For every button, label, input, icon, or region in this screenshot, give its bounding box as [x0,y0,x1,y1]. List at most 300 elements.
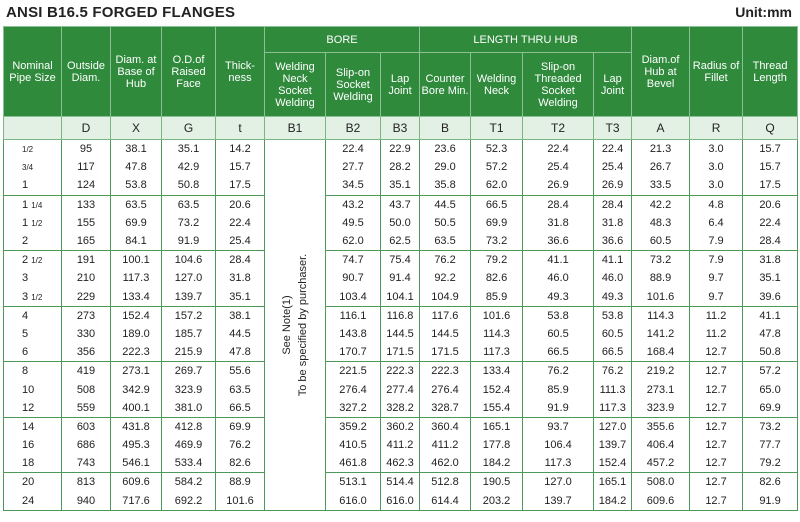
value-cell: 533.4 [162,454,216,473]
value-cell: 73.2 [743,417,798,436]
nominal-pipe-size-cell [4,269,62,287]
value-cell: 69.9 [471,214,523,232]
value-cell: 117.6 [420,306,471,325]
value-cell: 52.3 [471,140,523,159]
value-cell: 35.1 [743,269,798,287]
value-cell: 12.7 [690,492,743,511]
table-row [4,214,798,232]
table-row [4,380,798,398]
value-cell: 323.9 [162,380,216,398]
value-cell: 69.9 [743,399,798,418]
value-cell: 50.8 [162,176,216,195]
table-row [4,473,798,492]
value-cell: 222.3 [381,362,420,381]
value-cell: 165.1 [471,417,523,436]
value-cell: 546.1 [111,454,162,473]
nps-whole: 1 [22,179,29,192]
value-cell: 127.0 [523,473,594,492]
value-cell: 117 [62,158,111,176]
value-cell: 92.2 [420,269,471,287]
value-cell: 168.4 [632,343,690,362]
table-row [4,288,798,307]
nps-whole: 14 [22,420,35,433]
value-cell: 3.0 [690,158,743,176]
table-row [4,325,798,343]
value-cell: 411.2 [420,436,471,454]
nominal-pipe-size-cell [4,473,62,492]
value-cell: 356 [62,343,111,362]
table-row [4,492,798,511]
value-cell: 22.4 [523,140,594,159]
nps-whole: 18 [22,457,35,470]
value-cell: 38.1 [111,140,162,159]
value-cell: 508 [62,380,111,398]
value-cell: 462.0 [420,454,471,473]
note-line-2: To be specified by purchaser. [297,253,309,397]
value-cell: 44.5 [420,195,471,214]
value-cell: 614.4 [420,492,471,511]
value-cell: 114.3 [632,306,690,325]
nps-whole: 2 [22,235,29,248]
nominal-pipe-size-cell [4,195,62,214]
note-line-1: See Note(1) [281,295,293,355]
nominal-pipe-size-cell [4,362,62,381]
value-cell: 12.7 [690,473,743,492]
value-cell: 355.6 [632,417,690,436]
value-cell: 203.2 [471,492,523,511]
value-cell: 39.6 [743,288,798,307]
value-cell: 55.6 [216,362,265,381]
header-length-slip: Slip-on Threaded Socket Welding [523,53,594,117]
nps-whole: 4 [22,309,29,322]
value-cell: 31.8 [743,251,798,270]
value-cell: 133.4 [471,362,523,381]
value-cell: 111.3 [594,380,632,398]
value-cell: 155.4 [471,399,523,418]
value-cell: 222.3 [111,343,162,362]
value-cell: 95 [62,140,111,159]
value-cell: 609.6 [111,473,162,492]
value-cell: 46.0 [523,269,594,287]
value-cell: 940 [62,492,111,511]
value-cell: 269.7 [162,362,216,381]
value-cell: 177.8 [471,436,523,454]
value-cell: 116.8 [381,306,420,325]
value-cell: 273.1 [632,380,690,398]
value-cell: 35.1 [162,140,216,159]
symbol-cell: T3 [594,117,632,140]
value-cell: 3.0 [690,176,743,195]
value-cell: 101.6 [632,288,690,307]
value-cell: 31.8 [216,269,265,287]
value-cell: 12.7 [690,362,743,381]
value-cell: 157.2 [162,306,216,325]
nps-whole: 8 [22,365,29,378]
value-cell: 457.2 [632,454,690,473]
value-cell: 73.2 [471,232,523,251]
nps-whole: 6 [22,346,29,359]
value-cell: 50.8 [743,343,798,362]
value-cell: 139.7 [594,436,632,454]
value-cell: 17.5 [216,176,265,195]
header-nominal-pipe-size: Nominal Pipe Size [4,27,62,117]
value-cell: 49.5 [326,214,381,232]
nps-whole: 24 [22,494,35,507]
header-length-lap: Lap Joint [594,53,632,117]
value-cell: 743 [62,454,111,473]
value-cell: 91.4 [381,269,420,287]
value-cell: 22.4 [594,140,632,159]
value-cell: 12.7 [690,380,743,398]
value-cell: 22.4 [326,140,381,159]
value-cell: 50.5 [420,214,471,232]
value-cell: 133 [62,195,111,214]
value-cell: 27.7 [326,158,381,176]
value-cell: 42.9 [162,158,216,176]
value-cell: 360.4 [420,417,471,436]
header-od-raised-face: O.D.of Raised Face [162,27,216,117]
value-cell: 91.9 [162,232,216,251]
value-cell: 66.5 [216,399,265,418]
value-cell: 152.4 [594,454,632,473]
value-cell: 79.2 [743,454,798,473]
page-title: ANSI B16.5 FORGED FLANGES [6,4,236,21]
value-cell: 34.5 [326,176,381,195]
value-cell: 15.7 [743,140,798,159]
value-cell: 143.8 [326,325,381,343]
symbol-cell: Q [743,117,798,140]
value-cell: 189.0 [111,325,162,343]
value-cell: 328.7 [420,399,471,418]
value-cell: 9.7 [690,288,743,307]
value-cell: 76.2 [594,362,632,381]
value-cell: 91.9 [743,492,798,511]
value-cell: 50.0 [381,214,420,232]
symbol-cell: B2 [326,117,381,140]
nps-fraction: 3/4 [22,163,34,173]
value-cell: 88.9 [632,269,690,287]
value-cell: 116.1 [326,306,381,325]
value-cell: 60.5 [632,232,690,251]
value-cell: 53.8 [523,306,594,325]
value-cell: 25.4 [216,232,265,251]
value-cell: 127.0 [162,269,216,287]
nominal-pipe-size-cell [4,140,62,159]
value-cell: 73.2 [632,251,690,270]
table-row [4,399,798,418]
nominal-pipe-size-cell [4,306,62,325]
symbol-cell: R [690,117,743,140]
bore-b1-note [265,140,326,511]
value-cell: 53.8 [594,306,632,325]
value-cell: 469.9 [162,436,216,454]
nps-whole: 3 [22,290,29,303]
nps-whole: 3 [22,272,29,285]
table-row [4,417,798,436]
value-cell: 82.6 [471,269,523,287]
value-cell: 35.1 [216,288,265,307]
nominal-pipe-size-cell [4,436,62,454]
value-cell: 29.0 [420,158,471,176]
symbol-cell: T1 [471,117,523,140]
value-cell: 62.0 [471,176,523,195]
value-cell: 104.9 [420,288,471,307]
value-cell: 66.5 [471,195,523,214]
nominal-pipe-size-cell [4,492,62,511]
value-cell: 25.4 [523,158,594,176]
table-row [4,158,798,176]
value-cell: 3.0 [690,140,743,159]
value-cell: 104.6 [162,251,216,270]
value-cell: 165.1 [594,473,632,492]
value-cell: 717.6 [111,492,162,511]
value-cell: 222.3 [420,362,471,381]
value-cell: 616.0 [381,492,420,511]
value-cell: 60.5 [594,325,632,343]
value-cell: 190.5 [471,473,523,492]
value-cell: 69.9 [111,214,162,232]
flange-table [3,26,798,511]
value-cell: 15.7 [743,158,798,176]
value-cell: 4.8 [690,195,743,214]
nps-whole: 1 [22,198,29,211]
nps-fraction: 1/2 [31,218,43,228]
nps-fraction: 1/2 [31,292,43,302]
value-cell: 12.7 [690,343,743,362]
nominal-pipe-size-cell [4,325,62,343]
value-cell: 22.4 [216,214,265,232]
table-row [4,306,798,325]
value-cell: 49.3 [523,288,594,307]
value-cell: 82.6 [743,473,798,492]
value-cell: 100.1 [111,251,162,270]
value-cell: 104.1 [381,288,420,307]
value-cell: 616.0 [326,492,381,511]
value-cell: 127.0 [594,417,632,436]
value-cell: 44.5 [216,325,265,343]
value-cell: 20.6 [743,195,798,214]
value-cell: 117.3 [111,269,162,287]
nps-fraction: 1/4 [31,200,43,210]
value-cell: 117.3 [471,343,523,362]
value-cell: 35.8 [420,176,471,195]
table-row [4,269,798,287]
value-cell: 76.2 [216,436,265,454]
value-cell: 41.1 [594,251,632,270]
nps-fraction: 1/2 [31,256,43,266]
value-cell: 22.4 [743,214,798,232]
symbol-cell: D [62,117,111,140]
value-cell: 31.8 [523,214,594,232]
value-cell: 117.3 [523,454,594,473]
value-cell: 185.7 [162,325,216,343]
value-cell: 101.6 [216,492,265,511]
symbol-cell: G [162,117,216,140]
value-cell: 47.8 [743,325,798,343]
value-cell: 75.4 [381,251,420,270]
value-cell: 43.7 [381,195,420,214]
symbol-cell-empty [4,117,62,140]
value-cell: 14.2 [216,140,265,159]
value-cell: 47.8 [111,158,162,176]
value-cell: 381.0 [162,399,216,418]
value-cell: 323.9 [632,399,690,418]
nps-whole: 1 [22,216,29,229]
value-cell: 60.5 [523,325,594,343]
value-cell: 26.9 [523,176,594,195]
value-cell: 7.9 [690,251,743,270]
header-bore-slip: Slip-on Socket Welding [326,53,381,117]
value-cell: 276.4 [420,380,471,398]
nominal-pipe-size-cell [4,251,62,270]
table-body [4,140,798,511]
value-cell: 35.1 [381,176,420,195]
value-cell: 191 [62,251,111,270]
value-cell: 20.6 [216,195,265,214]
nominal-pipe-size-cell [4,343,62,362]
value-cell: 38.1 [216,306,265,325]
table-row [4,176,798,195]
nominal-pipe-size-cell [4,417,62,436]
value-cell: 360.2 [381,417,420,436]
symbol-cell: t [216,117,265,140]
value-cell: 21.3 [632,140,690,159]
header-diam-base-hub: Diam. at Base of Hub [111,27,162,117]
nominal-pipe-size-cell [4,454,62,473]
nominal-pipe-size-cell [4,399,62,418]
value-cell: 11.2 [690,306,743,325]
value-cell: 171.5 [420,343,471,362]
value-cell: 328.2 [381,399,420,418]
nominal-pipe-size-cell [4,232,62,251]
value-cell: 74.7 [326,251,381,270]
value-cell: 133.4 [111,288,162,307]
value-cell: 184.2 [594,492,632,511]
value-cell: 210 [62,269,111,287]
value-cell: 42.2 [632,195,690,214]
nominal-pipe-size-cell [4,380,62,398]
nps-whole: 5 [22,327,29,340]
value-cell: 171.5 [381,343,420,362]
value-cell: 73.2 [162,214,216,232]
value-cell: 152.4 [111,306,162,325]
value-cell: 813 [62,473,111,492]
value-cell: 26.9 [594,176,632,195]
value-cell: 43.2 [326,195,381,214]
nps-fraction: 1/2 [22,145,34,155]
value-cell: 77.7 [743,436,798,454]
value-cell: 85.9 [523,380,594,398]
value-cell: 513.1 [326,473,381,492]
value-cell: 124 [62,176,111,195]
header-radius-fillet: Radius of Fillet [690,27,743,117]
value-cell: 28.4 [594,195,632,214]
value-cell: 327.2 [326,399,381,418]
header-hub-bevel: Diam.of Hub at Bevel [632,27,690,117]
value-cell: 12.7 [690,454,743,473]
table-row [4,362,798,381]
value-cell: 62.0 [326,232,381,251]
value-cell: 76.2 [420,251,471,270]
value-cell: 12.7 [690,417,743,436]
value-cell: 85.9 [471,288,523,307]
value-cell: 273 [62,306,111,325]
value-cell: 406.4 [632,436,690,454]
value-cell: 91.9 [523,399,594,418]
value-cell: 62.5 [381,232,420,251]
value-cell: 117.3 [594,399,632,418]
value-cell: 57.2 [743,362,798,381]
value-cell: 155 [62,214,111,232]
value-cell: 82.6 [216,454,265,473]
value-cell: 79.2 [471,251,523,270]
value-cell: 15.7 [216,158,265,176]
symbol-cell: B1 [265,117,326,140]
value-cell: 342.9 [111,380,162,398]
value-cell: 431.8 [111,417,162,436]
value-cell: 152.4 [471,380,523,398]
value-cell: 114.3 [471,325,523,343]
value-cell: 276.4 [326,380,381,398]
value-cell: 65.0 [743,380,798,398]
value-cell: 141.2 [632,325,690,343]
nominal-pipe-size-cell [4,158,62,176]
value-cell: 106.4 [523,436,594,454]
nps-whole: 10 [22,383,35,396]
value-cell: 69.9 [216,417,265,436]
value-cell: 63.5 [216,380,265,398]
value-cell: 514.4 [381,473,420,492]
value-cell: 41.1 [743,306,798,325]
symbol-cell: A [632,117,690,140]
value-cell: 57.2 [471,158,523,176]
value-cell: 219.2 [632,362,690,381]
value-cell: 603 [62,417,111,436]
value-cell: 12.7 [690,436,743,454]
value-cell: 63.5 [420,232,471,251]
nominal-pipe-size-cell [4,176,62,195]
table-row [4,436,798,454]
value-cell: 22.9 [381,140,420,159]
value-cell: 66.5 [594,343,632,362]
value-cell: 7.9 [690,232,743,251]
header-bore-welding: Welding Neck Socket Welding [265,53,326,117]
value-cell: 23.6 [420,140,471,159]
value-cell: 170.7 [326,343,381,362]
value-cell: 103.4 [326,288,381,307]
table-row [4,232,798,251]
value-cell: 400.1 [111,399,162,418]
value-cell: 215.9 [162,343,216,362]
value-cell: 90.7 [326,269,381,287]
value-cell: 28.2 [381,158,420,176]
value-cell: 9.7 [690,269,743,287]
value-cell: 66.5 [523,343,594,362]
header-thickness: Thick-ness [216,27,265,117]
value-cell: 12.7 [690,399,743,418]
value-cell: 28.4 [216,251,265,270]
value-cell: 359.2 [326,417,381,436]
value-cell: 144.5 [420,325,471,343]
value-cell: 273.1 [111,362,162,381]
nominal-pipe-size-cell [4,288,62,307]
header-bore-lap: Lap Joint [381,53,420,117]
value-cell: 47.8 [216,343,265,362]
value-cell: 229 [62,288,111,307]
value-cell: 139.7 [162,288,216,307]
symbol-cell: B3 [381,117,420,140]
value-cell: 25.4 [594,158,632,176]
